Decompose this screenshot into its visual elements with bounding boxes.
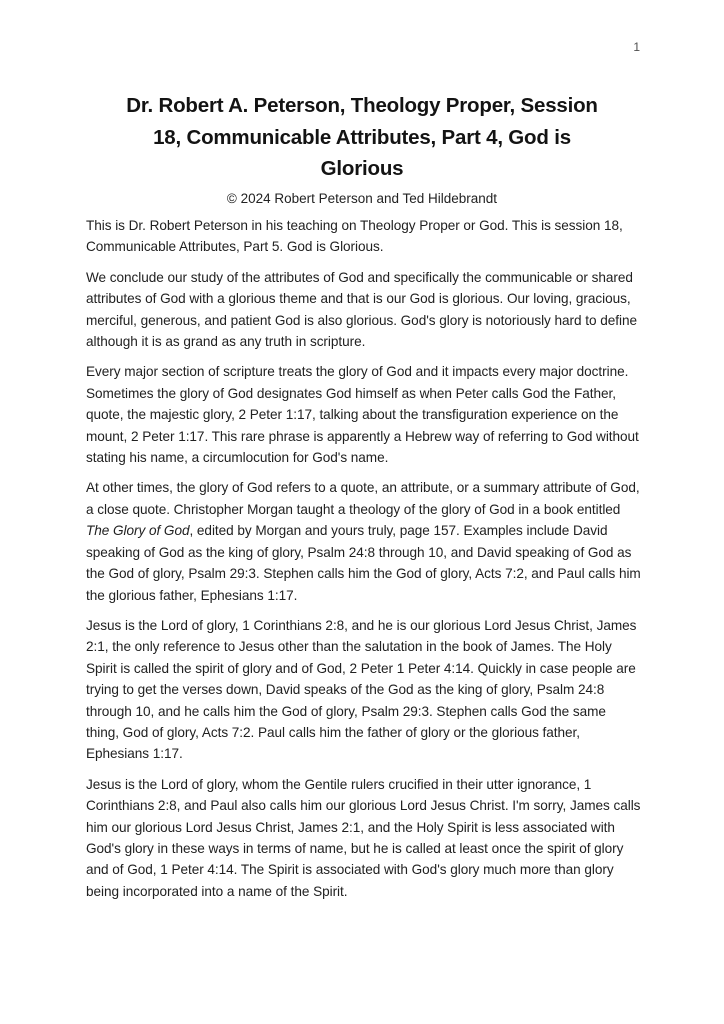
paragraph-jesus-lord-of-glory bbox=[86, 615, 642, 765]
copyright-line: © 2024 Robert Peterson and Ted Hildebrandt bbox=[226, 190, 498, 206]
paragraph-text: Jesus is the Lord of glory, whom the Gentile rulers crucified in their utter ignorance, 1 Corinthians 2:8, and Paul also calls him our glorious Lord Jesus Christ. I'm sorry, James calls him our glorious Lord Jesus Christ, James 2:1, and the Holy Spirit is less associated with God's glory in these ways in terms of name, but he is called at least once the spirit of glory and of God, 1 Peter 4:14. The Spirit is associated with God's glory much more than glory being incorporated into a name of the Spirit. bbox=[86, 776, 641, 899]
document-title-line-3: Glorious bbox=[320, 157, 404, 180]
document-title-line-2: 18, Communicable Attributes, Part 4, God is bbox=[153, 125, 571, 149]
document-body bbox=[86, 215, 642, 911]
page-number: 1 bbox=[633, 40, 640, 54]
document-header bbox=[0, 90, 724, 208]
paragraph-intro bbox=[86, 215, 642, 258]
paragraph-every-major-section bbox=[86, 361, 642, 468]
paragraph-text: Jesus is the Lord of glory, 1 Corinthians 2:8, and he is our glorious Lord Jesus Christ, James 2:1, the only reference to Jesus other than the salutation in the book of James. The Holy Spirit is called the spirit of glory and of God, 2 Peter 1 Peter 4:14. Quickly in case people are trying to get the verses down, David speaks of the God as the king of glory, Psalm 24:8 through 10, and he calls him the God of glory, Psalm 29:3. Stephen calls God the same thing, God of glory, Acts 7:2. Paul calls him the father of glory or the glorious father, Ephesians 1:17. bbox=[86, 617, 637, 762]
paragraph-conclude-study bbox=[86, 267, 642, 353]
paragraph-at-other-times bbox=[86, 477, 642, 605]
document-title-line-1: Dr. Robert A. Peterson, Theology Proper, Session bbox=[126, 94, 598, 117]
paragraph-text: , edited by Morgan and yours truly, page 157. Examples include David speaking of God as the king of glory, Psalm 24:8 through 10, and David speaking of God as the God of glory, Psalm 29:3. Stephen calls him the God of glory, Acts 7:2, and Paul calls him the glorious father, Ephesians 1:17. bbox=[86, 523, 641, 603]
paragraph-text: At other times, the glory of God refers to a quote, an attribute, or a summary attribute of God, a close quote. Christopher Morgan taught a theology of the glory of God in a book entitled bbox=[86, 480, 640, 517]
paragraph-text: We conclude our study of the attributes of God and specifically the communicable or shared attributes of God with a glorious theme and that is our God is glorious. Our loving, gracious, merciful, generous, and patient God is also glorious. God's glory is notoriously hard to define although it is as grand as any truth in scripture. bbox=[86, 269, 637, 350]
paragraph-gentile-rulers bbox=[86, 774, 642, 902]
book-title-italic: The Glory of God bbox=[86, 523, 190, 539]
paragraph-text: This is Dr. Robert Peterson in his teaching on Theology Proper or God. This is session 18, Communicable Attributes, Part 5. God is Glorious. bbox=[86, 218, 623, 255]
paragraph-text: Every major section of scripture treats the glory of God and it impacts every major doctrine. Sometimes the glory of God designates God himself as when Peter calls God the Father, quote, the majestic glory, 2 Peter 1:17, talking about the transfiguration experience on the mount, 2 Peter 1:17. This rare phrase is apparently a Hebrew way of referring to God without stating his name, a circumlocution for God's name. bbox=[86, 364, 639, 466]
